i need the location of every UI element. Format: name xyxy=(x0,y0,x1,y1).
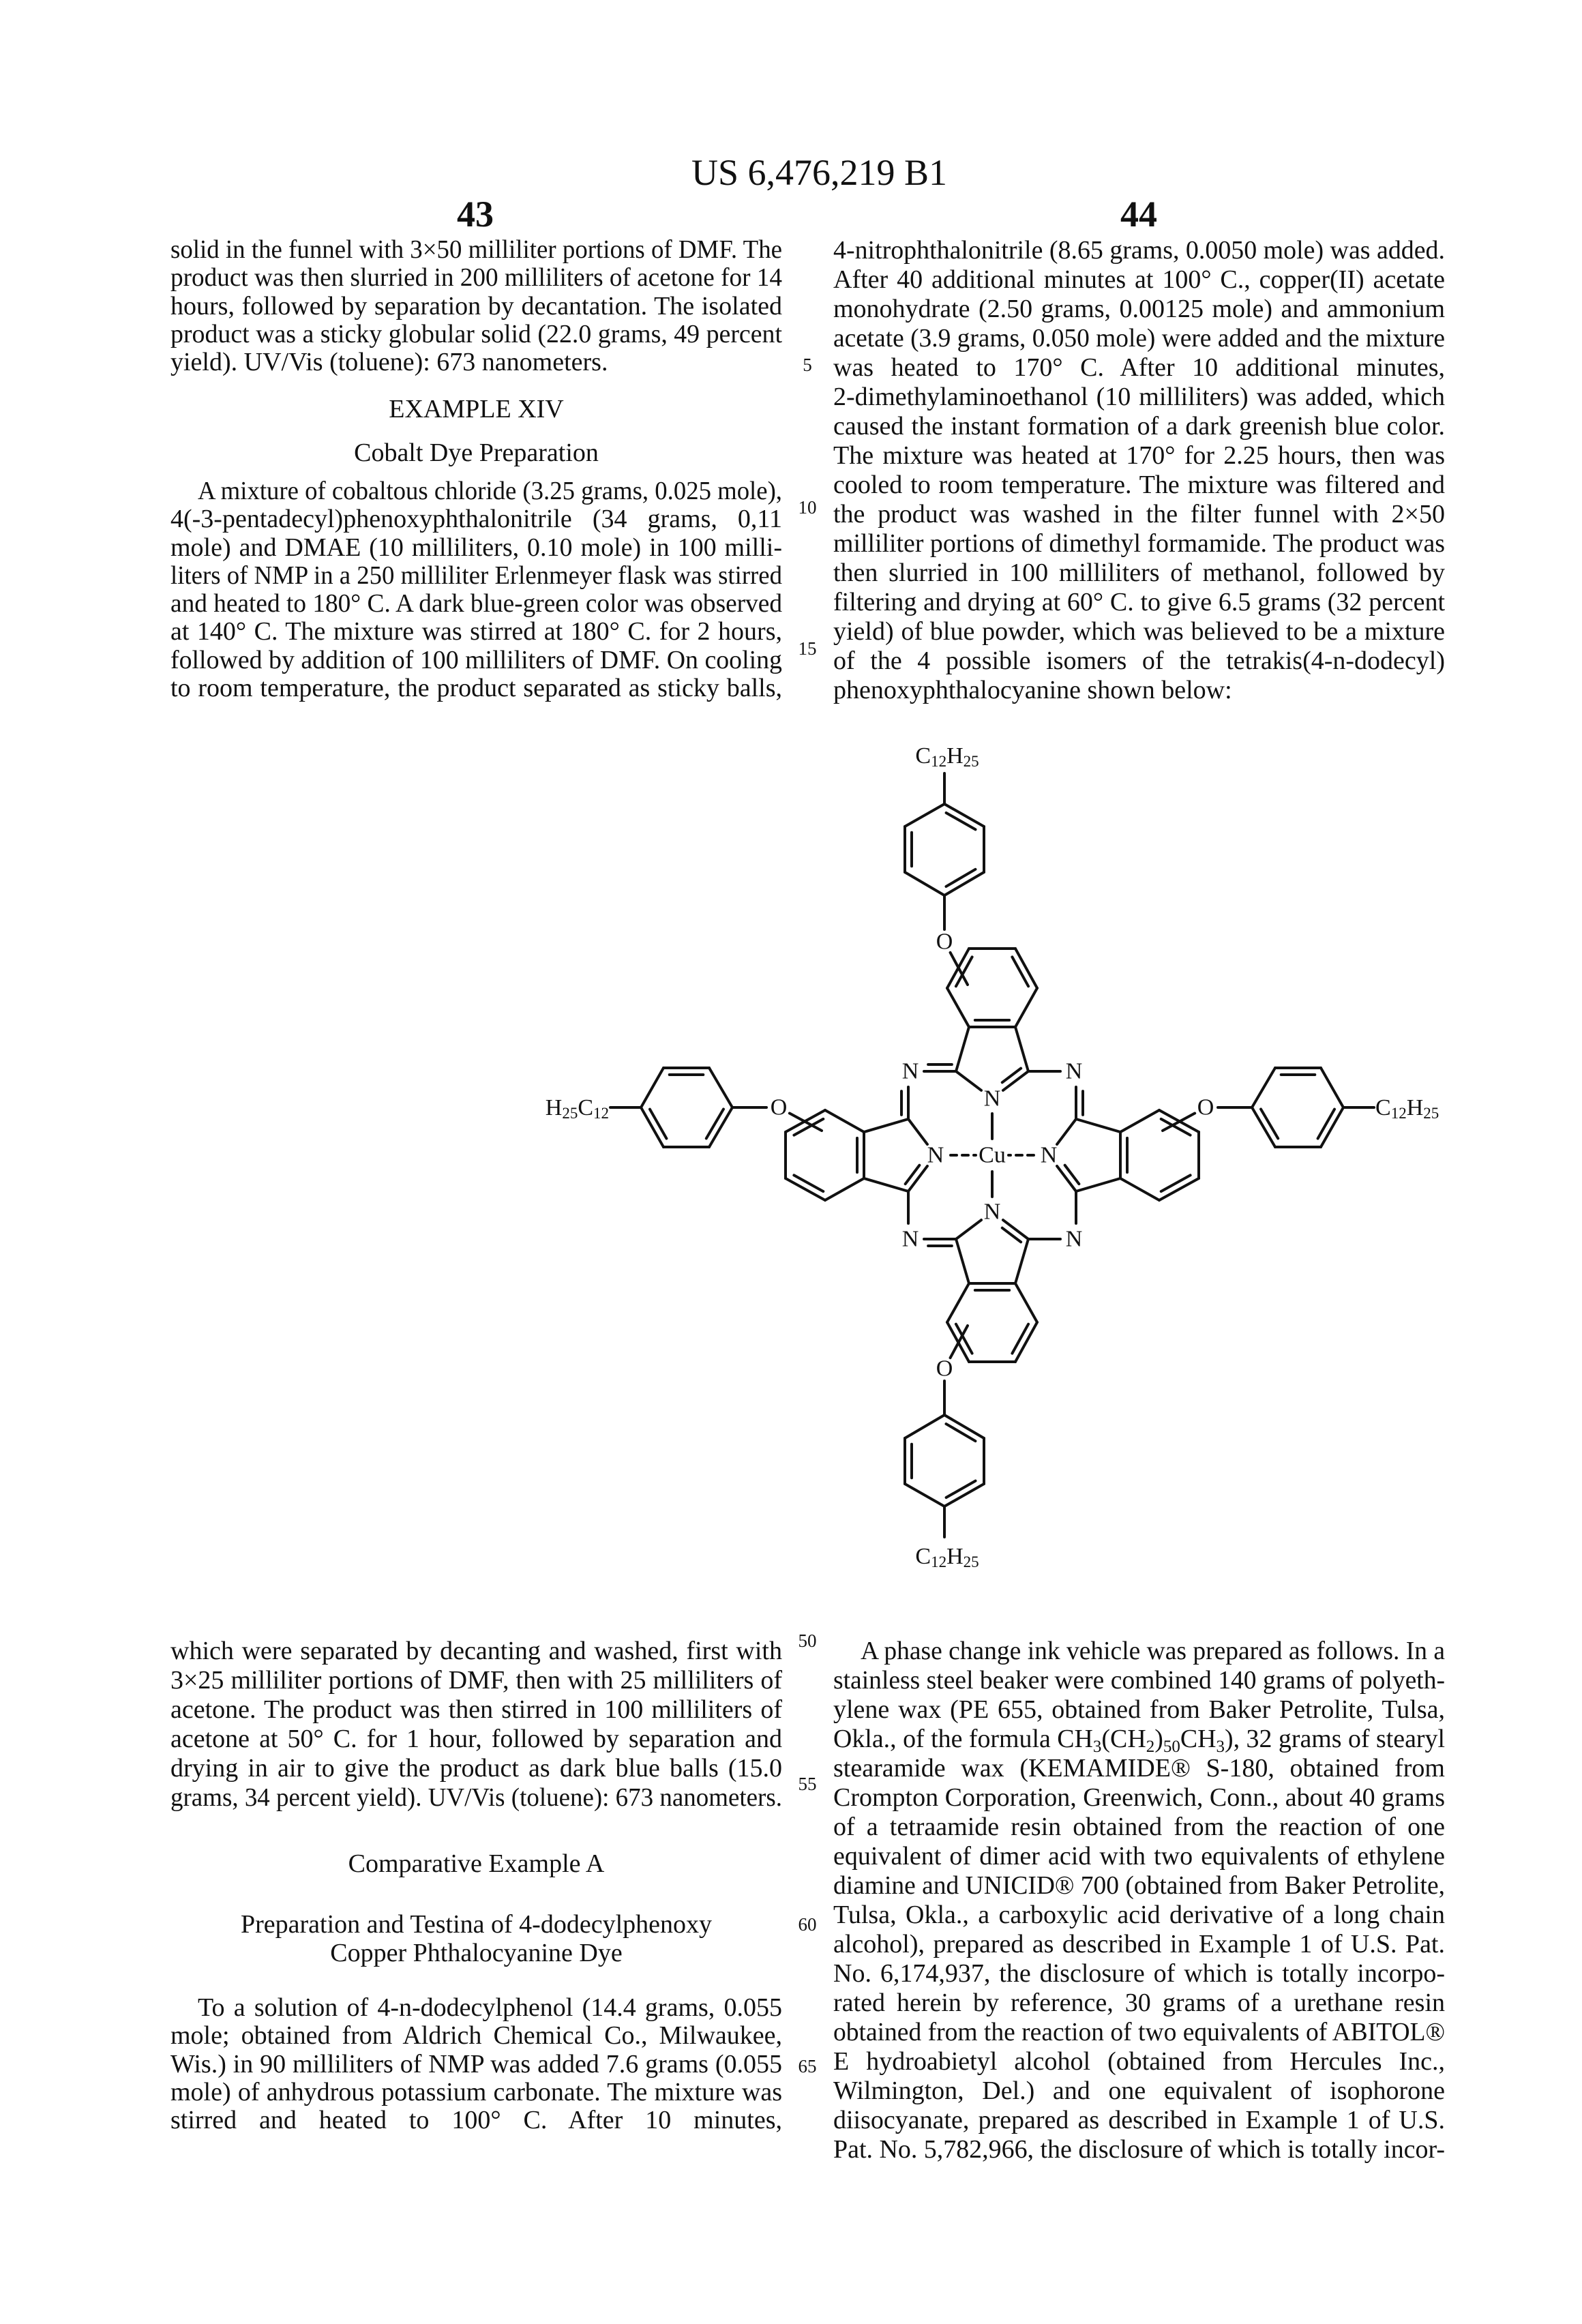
double-bond-line xyxy=(650,1109,666,1139)
bond-line xyxy=(1159,1110,1199,1132)
double-bond-line xyxy=(1161,1175,1191,1191)
text-line: followed by addition of 100 milliliters of DMF. On cooling xyxy=(170,646,782,674)
double-bond-line xyxy=(946,869,975,887)
bond-line xyxy=(908,1119,927,1144)
dodecyl-group-label: C12H25 xyxy=(915,1544,979,1570)
bond-line xyxy=(905,872,944,895)
bond-line xyxy=(1015,949,1037,988)
text-line: cooled to room temperature. The mixture was filtered and xyxy=(833,471,1445,500)
bond-line xyxy=(905,804,944,826)
bond-line xyxy=(944,804,984,826)
bond-line xyxy=(1057,1166,1076,1191)
text-line: 2-dimethylaminoethanol (10 milliliters) was added, which xyxy=(833,383,1445,412)
oxygen-atom-label: O xyxy=(771,1095,788,1120)
text-line: diamine and UNICID® 700 (obtained from Baker Petrolite, xyxy=(833,1871,1445,1901)
text-line: mole) and DMAE (10 milliliters, 0.10 mole) in 100 milli- xyxy=(170,534,782,562)
bond-line xyxy=(790,1114,822,1131)
text-line: Tulsa, Okla., a carboxylic acid derivative of a long chain xyxy=(833,1901,1445,1930)
meso-nitrogen-label: N xyxy=(1066,1227,1083,1252)
bond-line xyxy=(786,1178,825,1200)
bond-line xyxy=(641,1068,663,1107)
text-line: product was then slurried in 200 milliliters of acetone for 14 xyxy=(170,264,782,292)
bond-line xyxy=(825,1110,864,1132)
bond-line xyxy=(947,1283,969,1322)
text-line: at 140° C. The mixture was stirred at 180° C. for 2 hours, xyxy=(170,618,782,646)
heading-example-xiv: EXAMPLE XIV xyxy=(170,395,782,423)
copper-atom-label: Cu xyxy=(979,1143,1006,1168)
line-number: 5 xyxy=(803,355,812,375)
dodecyl-group-label: C12H25 xyxy=(915,743,979,770)
bond-line xyxy=(1003,1220,1028,1239)
bond-line xyxy=(905,1484,944,1506)
bond-line xyxy=(1120,1178,1159,1200)
bond-line xyxy=(944,1415,984,1438)
bond-line xyxy=(1015,988,1037,1027)
oxygen-atom-label: O xyxy=(1197,1095,1214,1120)
double-bond-line xyxy=(946,1424,975,1441)
bond-line xyxy=(864,1178,908,1191)
bond-line xyxy=(1015,1027,1028,1071)
line-number: 50 xyxy=(799,1630,817,1651)
paragraph-copper-dye xyxy=(833,236,1445,705)
nitrogen-atom-label: N xyxy=(1041,1143,1058,1168)
oxygen-atom-label: O xyxy=(936,929,953,955)
heading-cobalt-dye: Cobalt Dye Preparation xyxy=(170,438,782,467)
bond-line xyxy=(956,1071,981,1090)
bond-line xyxy=(951,1326,968,1358)
text-line: 3×25 milliliter portions of DMF, then with 25 milliliters of xyxy=(170,1666,782,1695)
text-line: phenoxyphthalocyanine shown below: xyxy=(833,676,1445,705)
text-line: diisocyanate, prepared as described in Example 1 of U.S. xyxy=(833,2106,1445,2135)
text-line: of the 4 possible isomers of the tetrakis(4-n-dodecyl) xyxy=(833,646,1445,676)
bond-line xyxy=(1076,1119,1120,1132)
double-bond-line xyxy=(1012,957,1028,986)
text-line: Pat. No. 5,782,966, the disclosure of which is totally incor- xyxy=(833,2135,1445,2164)
bond-line xyxy=(641,1107,663,1147)
bond-line xyxy=(1120,1110,1159,1132)
text-line: acetone at 50° C. for 1 hour, followed by separation and xyxy=(170,1725,782,1754)
double-bond-line xyxy=(906,1165,920,1184)
bond-line xyxy=(864,1119,908,1132)
meso-nitrogen-label: N xyxy=(1066,1059,1083,1084)
dodecyl-group-label: C12H25 xyxy=(1375,1095,1439,1122)
text-line: milliliter portions of dimethyl formamide. The product was xyxy=(833,529,1445,558)
line-number: 15 xyxy=(799,638,817,659)
paragraph-cobalt-dye-cont xyxy=(170,1637,782,1813)
text-line: the product was washed in the filter funnel with 2×50 xyxy=(833,500,1445,529)
text-line: No. 6,174,937, the disclosure of which is totally incorpo- xyxy=(833,1959,1445,1988)
double-bond-line xyxy=(956,1324,972,1354)
text-line: yield). UV/Vis (toluene): 673 nanometers. xyxy=(170,348,782,376)
oxygen-atom-label: O xyxy=(936,1356,953,1382)
text-line: stainless steel beaker were combined 140 grams of polyeth- xyxy=(833,1666,1445,1695)
bond-line xyxy=(905,1415,944,1438)
patent-number: US 6,476,219 B1 xyxy=(691,152,947,193)
bond-line xyxy=(1057,1119,1076,1144)
text-line: product was a sticky globular solid (22.0 grams, 49 percent xyxy=(170,321,782,348)
text-line: mole; obtained from Aldrich Chemical Co., Milwaukee, xyxy=(170,2022,782,2050)
bond-line xyxy=(944,1484,984,1506)
text-line: was heated to 170° C. After 10 additional minutes, xyxy=(833,353,1445,383)
text-line: Okla., of the formula CH3(CH2)50CH3), 32 grams of stearyl xyxy=(833,1725,1445,1754)
bond-line xyxy=(956,1239,969,1283)
bond-line xyxy=(825,1178,864,1200)
text-line: 4-nitrophthalonitrile (8.65 grams, 0.0050 mole) was added. xyxy=(833,236,1445,265)
text-line: hours, followed by separation by decantation. The isolated xyxy=(170,293,782,321)
text-line: liters of NMP in a 250 milliliter Erlenmeyer flask was stirred xyxy=(170,562,782,590)
text-line: grams, 34 percent yield). UV/Vis (toluene): 673 nanometers. xyxy=(170,1783,782,1813)
text-line: E hydroabietyl alcohol (obtained from Hercules Inc., xyxy=(833,2047,1445,2076)
nitrogen-atom-label: N xyxy=(927,1143,944,1168)
text-line: obtained from the reaction of two equivalents of ABITOL® xyxy=(833,2018,1445,2047)
nitrogen-atom-label: N xyxy=(984,1086,1001,1112)
text-line: which were separated by decanting and washed, first with xyxy=(170,1637,782,1666)
bond-line xyxy=(1321,1107,1343,1147)
text-line: After 40 additional minutes at 100° C., copper(II) acetate xyxy=(833,265,1445,295)
double-bond-line xyxy=(1012,1324,1028,1354)
text-line: drying in air to give the product as dark blue balls (15.0 xyxy=(170,1754,782,1783)
bond-line xyxy=(709,1107,732,1147)
heading-preparation-line1: Preparation and Testina of 4-dodecylphenoxy xyxy=(170,1910,782,1939)
left-page-number: 43 xyxy=(457,194,494,235)
double-bond-line xyxy=(1161,1119,1191,1135)
double-bond-line xyxy=(1261,1109,1278,1138)
bond-line xyxy=(1163,1114,1195,1131)
bond-line xyxy=(1076,1178,1120,1191)
text-line: solid in the funnel with 3×50 milliliter portions of DMF. The xyxy=(170,236,782,264)
text-line: To a solution of 4-n-dodecylphenol (14.4 grams, 0.055 xyxy=(170,1994,782,2022)
text-line: caused the instant formation of a dark greenish blue color. xyxy=(833,412,1445,441)
double-bond-line xyxy=(946,813,976,829)
double-bond-line xyxy=(1002,1228,1021,1242)
text-line: yield) of blue powder, which was believed to be a mixture xyxy=(833,617,1445,646)
text-line: equivalent of dimer acid with two equivalents of ethylene xyxy=(833,1842,1445,1871)
text-line: then slurried in 100 milliliters of methanol, followed by xyxy=(833,558,1445,588)
text-line: Wilmington, Del.) and one equivalent of isophorone xyxy=(833,2076,1445,2106)
paragraph-cobalt-dye xyxy=(170,477,782,702)
text-line: to room temperature, the product separated as sticky balls, xyxy=(170,674,782,702)
text-line: ylene wax (PE 655, obtained from Baker Petrolite, Tulsa, xyxy=(833,1695,1445,1725)
paragraph-ink-vehicle xyxy=(833,1637,1445,2164)
bond-line xyxy=(947,988,969,1027)
line-number: 60 xyxy=(799,1914,817,1935)
bond-line xyxy=(1003,1071,1028,1090)
right-page-number: 44 xyxy=(1120,194,1157,235)
text-line: stirred and heated to 100° C. After 10 minutes, xyxy=(170,2106,782,2134)
text-line: monohydrate (2.50 grams, 0.00125 mole) and ammonium xyxy=(833,295,1445,324)
meso-nitrogen-label: N xyxy=(902,1059,919,1084)
text-line: acetone. The product was then stirred in 100 milliliters of xyxy=(170,1695,782,1725)
bond-line xyxy=(956,1220,981,1239)
paragraph-example-xiii-end xyxy=(170,236,782,376)
bond-line xyxy=(1159,1178,1199,1200)
line-number: 10 xyxy=(799,497,817,518)
bond-line xyxy=(1252,1068,1275,1107)
bond-line xyxy=(709,1068,732,1107)
double-bond-line xyxy=(1002,1069,1021,1083)
text-line: A phase change ink vehicle was prepared as follows. In a xyxy=(833,1637,1445,1666)
bond-line xyxy=(786,1110,825,1132)
text-line: Crompton Corporation, Greenwich, Conn., about 40 grams xyxy=(833,1783,1445,1813)
text-line: Wis.) in 90 milliliters of NMP was added 7.6 grams (0.055 xyxy=(170,2051,782,2079)
text-line: The mixture was heated at 170° for 2.25 hours, then was xyxy=(833,441,1445,471)
bond-line xyxy=(1321,1068,1343,1107)
bond-line xyxy=(951,953,968,985)
heading-preparation-line2: Copper Phthalocyanine Dye xyxy=(170,1939,782,1967)
double-bond-line xyxy=(1065,1165,1079,1184)
text-line: and heated to 180° C. A dark blue-green color was observed xyxy=(170,590,782,618)
patent-page xyxy=(0,0,1582,2324)
double-bond-line xyxy=(706,1109,723,1138)
bond-line xyxy=(944,872,984,895)
text-line: 4(-3-pentadecyl)phenoxyphthalonitrile (34 grams, 0,11 xyxy=(170,505,782,533)
nitrogen-atom-label: N xyxy=(984,1200,1001,1225)
dodecyl-group-label: H25C12 xyxy=(546,1095,609,1122)
text-line: of a tetraamide resin obtained from the reaction of one xyxy=(833,1813,1445,1842)
bond-line xyxy=(1015,1283,1037,1322)
bond-line xyxy=(1015,1239,1028,1283)
text-line: stearamide wax (KEMAMIDE® S-180, obtained from xyxy=(833,1754,1445,1783)
bond-line xyxy=(947,1322,969,1362)
line-number: 55 xyxy=(799,1774,817,1794)
text-line: alcohol), prepared as described in Example 1 of U.S. Pat. xyxy=(833,1930,1445,1959)
text-line: mole) of anhydrous potassium carbonate. The mixture was xyxy=(170,2079,782,2106)
double-bond-line xyxy=(956,957,972,986)
bond-line xyxy=(956,1027,969,1071)
bond-line xyxy=(947,949,969,988)
line-number: 65 xyxy=(799,2056,817,2076)
meso-nitrogen-label: N xyxy=(902,1227,919,1252)
paragraph-comparative-a xyxy=(170,1994,782,2134)
text-line: A mixture of cobaltous chloride (3.25 grams, 0.025 mole), xyxy=(170,477,782,505)
double-bond-line xyxy=(794,1175,823,1191)
double-bond-line xyxy=(1318,1109,1334,1139)
bond-line xyxy=(908,1166,927,1191)
bond-line xyxy=(1015,1322,1037,1362)
heading-comparative-example-a: Comparative Example A xyxy=(170,1849,782,1878)
text-line: filtering and drying at 60° C. to give 6.5 grams (32 percent xyxy=(833,588,1445,617)
double-bond-line xyxy=(794,1119,823,1135)
text-line: acetate (3.9 grams, 0.050 mole) were added and the mixture xyxy=(833,324,1445,353)
double-bond-line xyxy=(946,1481,976,1498)
bond-line xyxy=(1252,1107,1275,1147)
text-line: rated herein by reference, 30 grams of a urethane resin xyxy=(833,1988,1445,2018)
